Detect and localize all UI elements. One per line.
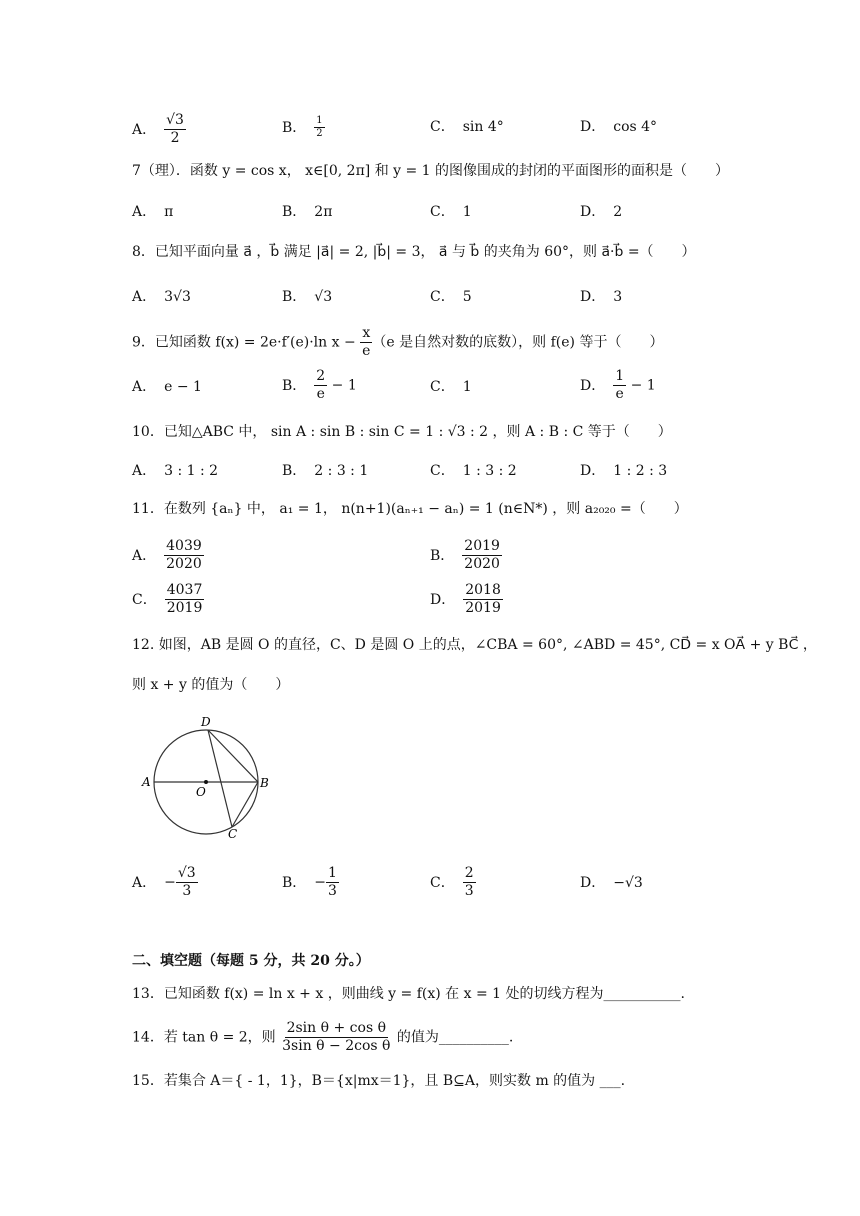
label-c: C [228,827,238,840]
q10-option-d: D． 1 : 2 : 3 [580,463,668,479]
q6-option-c: C． sin 4° [430,119,504,135]
q12-option-c: C． $\frac{2}{3}$ [430,865,474,899]
chord-bc [232,782,258,827]
q9-option-a: A． e − 1 [132,379,202,395]
q9-option-c: C． 1 [430,379,472,395]
q13-stem: 13．已知函数 f(x) = ln x + x ，则曲线 y = f(x) 在 x = 1 处的切线方程为___________. [132,986,685,1002]
q7-option-d: D． 2 [580,204,623,220]
q7-option-c: C． 1 [430,204,472,220]
q8-option-a: A． 3√3 [132,289,191,305]
q6-option-d: D． cos 4° [580,119,658,135]
q7-option-b: B． 2π [282,204,333,220]
q11-option-c: C． $\frac{4037}{2019}$ [132,582,203,616]
q12-stem-line2: 则 x + y 的值为（ ） [132,677,290,693]
q8-option-b: B． √3 [282,289,333,305]
q12-option-a: A． − $\frac{√3}{3}$ [132,865,196,899]
label-d: D [201,715,211,729]
q11-option-d: D． $\frac{2018}{2019}$ [430,582,501,616]
q9-option-b: B． $\frac{2}{e}$ − 1 [282,368,357,402]
q11-option-a: A． $\frac{4039}{2020}$ [132,538,202,572]
q9-option-d: D． $\frac{1}{e}$ − 1 [580,368,656,402]
q10-option-a: A． 3 : 1 : 2 [132,463,219,479]
label-o: O [196,785,206,799]
q10-stem: 10．已知△ABC 中， sin A : sin B : sin C = 1 : √3 : 2 ，则 A : B : C 等于（ ） [132,424,672,440]
q7-stem: 7（理）．函数 y = cos x， x∈[0, 2π] 和 y = 1 的图像围成的封闭的平面图形的面积是（ ） [132,163,730,179]
q12-option-d: D． −√3 [580,875,643,891]
q12-stem-line1: 12. 如图，AB 是圆 O 的直径，C、D 是圆 O 上的点，∠CBA = 60°, ∠ABD = 45°, CD⃗ = x OA⃗ + y BC⃗ ， [132,637,817,653]
q8-option-c: C． 5 [430,289,472,305]
q6-option-a: A． $\frac{√3}{2}$ [132,112,184,146]
q12-option-b: B． − $\frac{1}{3}$ [282,865,337,899]
q11-stem: 11．在数列 {aₙ} 中， a₁ = 1， n(n+1)(aₙ₊₁ − aₙ) = 1 (n∈N*) ，则 a₂₀₂₀ =（ ） [132,501,688,517]
circle-diagram [138,712,278,840]
section-heading: 二、填空题（每题 5 分，共 20 分。） [132,953,370,969]
q11-option-b: B． $\frac{2019}{2020}$ [430,538,500,572]
q6-option-b: B． $\frac{1}{2}$ [282,115,323,139]
q8-option-d: D． 3 [580,289,623,305]
q15-stem: 15．若集合 A＝{ - 1，1}，B＝{x|mx＝1}，且 B⊆A，则实数 m 的值为 ___. [132,1073,626,1089]
q14-stem: 14．若 tan θ = 2，则 $\frac{\text{2sin θ + cos θ}}{\text{3sin θ − 2cos θ}}$ 的值为__________. [132,1020,514,1054]
label-a: A [142,775,151,789]
label-b: B [260,776,269,790]
q7-option-a: A． π [132,204,174,220]
q8-stem: 8．已知平面向量 a⃗ ，b⃗ 满足 |a⃗| = 2, |b⃗| = 3， a⃗ 与 b⃗ 的夹角为 60°，则 a⃗·b⃗ =（ ） [132,244,696,260]
chord-dc [208,730,232,827]
q9-stem: 9．已知函数 f(x) = 2e·f′(e)·ln x − $\frac{x}{e}$ （e 是自然对数的底数），则 f(e) 等于（ ） [132,325,664,359]
q10-option-c: C． 1 : 3 : 2 [430,463,517,479]
center-point [204,780,208,784]
q10-option-b: B． 2 : 3 : 1 [282,463,369,479]
